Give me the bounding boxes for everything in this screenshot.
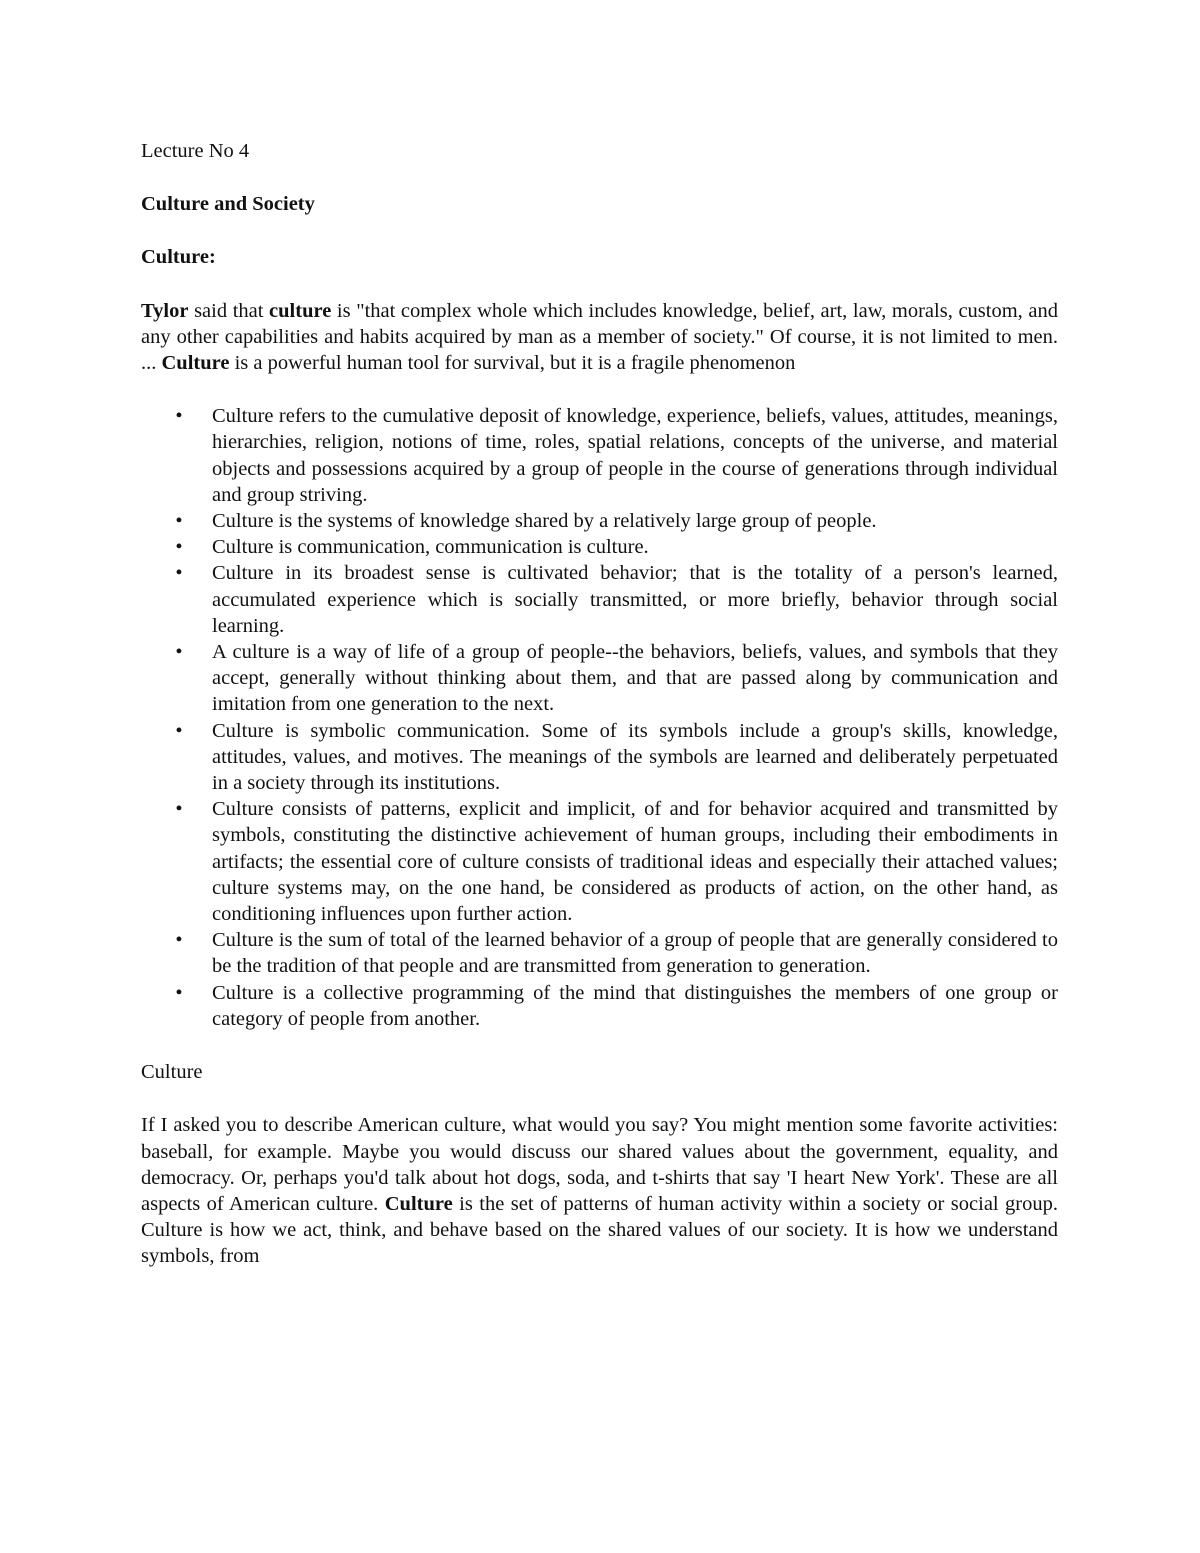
list-item-text: Culture is communication, communication is culture. — [212, 536, 649, 559]
list-item-text: Culture is a collective programming of the mind that distinguishes the members of one group or category of people from another. — [212, 981, 1058, 1030]
list-item — [175, 534, 1058, 560]
intro-text-1: said that — [188, 299, 270, 322]
intro-text-2: is "that complex whole which includes knowledge, belief, art, law, morals, custom, and any other capabilities and habits acquired by man as a member of society." Of course, it is not limited to men. ... — [141, 299, 1058, 375]
intro-term: culture — [269, 299, 332, 322]
bullet-icon: • — [175, 641, 183, 664]
list-item — [175, 508, 1058, 534]
paragraph-text-2: is the set of patterns of human activity within a society or social group. Culture is how we act, think, and behave based on the shared values of our society. It is how we understand symbols, from — [141, 1192, 1058, 1268]
document-title: Culture and Society — [141, 193, 315, 216]
list-item — [175, 403, 1058, 508]
list-item-text: Culture is symbolic communication. Some of its symbols include a group's skills, knowledge, attitudes, values, and motives. The meanings of the symbols are learned and deliberately perpetuated in a society through its institutions. — [212, 719, 1058, 795]
bullet-icon: • — [175, 719, 183, 742]
document-page — [141, 138, 1058, 1270]
intro-term-2: Culture — [161, 352, 230, 375]
lecture-number: Lecture No 4 — [141, 140, 250, 162]
list-item — [175, 796, 1058, 927]
list-item-text: Culture consists of patterns, explicit and implicit, of and for behavior acquired and transmitted by symbols, constituting the distinctive achievement of human groups, including their embodiments in artifacts; the essential core of culture consists of traditional ideas and especially their attached values; culture systems may, on the one hand, be considered as products of action, on the other hand, as conditioning influences upon further action. — [212, 798, 1058, 926]
intro-text-3: is a powerful human tool for survival, but it is a fragile phenomenon — [229, 352, 796, 375]
list-item — [175, 560, 1058, 639]
bullet-icon: • — [175, 798, 183, 821]
list-item — [175, 639, 1058, 718]
list-item-text: Culture in its broadest sense is cultivated behavior; that is the totality of a person's learned, accumulated experience which is socially transmitted, or more briefly, behavior through social learning. — [212, 562, 1058, 637]
intro-paragraph — [141, 298, 1058, 377]
list-item-text: Culture refers to the cumulative deposit of knowledge, experience, beliefs, values, attitudes, meanings, hierarchies, religion, notions of time, roles, spatial relations, concepts of the universe, and material objects and possessions acquired by a group of people in the course of generations through individual and group striving. — [212, 405, 1058, 506]
bullet-icon: • — [175, 929, 183, 952]
paragraph-term: Culture — [384, 1192, 453, 1215]
bullet-icon: • — [175, 536, 183, 559]
bullet-icon: • — [175, 510, 183, 533]
section-heading-culture: Culture: — [141, 246, 216, 269]
list-item-text: A culture is a way of life of a group of people--the behaviors, beliefs, values, and symbols that they accept, generally without thinking about them, and that are passed along by communication and imitation from one generation to the next. — [212, 641, 1058, 716]
bullet-icon: • — [175, 981, 183, 1004]
bullet-icon: • — [175, 405, 183, 428]
list-item-text: Culture is the systems of knowledge shared by a relatively large group of people. — [212, 510, 877, 533]
american-culture-paragraph — [141, 1112, 1058, 1269]
list-item — [175, 980, 1058, 1032]
list-item — [175, 927, 1058, 979]
definitions-list — [141, 403, 1058, 1032]
paragraph-text-1: If I asked you to describe American culture, what would you say? You might mention some favorite activities: baseball, for example. Maybe you would discuss our shared values about the government, equality, and democracy. Or, perhaps you'd talk about hot dogs, soda, and t-shirts that say 'I heart New York'. These are all aspects of American culture. — [141, 1114, 1058, 1215]
subheading-culture: Culture — [141, 1061, 203, 1084]
bullet-icon: • — [175, 562, 183, 585]
intro-name: Tylor — [141, 299, 189, 322]
list-item — [175, 718, 1058, 797]
list-item-text: Culture is the sum of total of the learned behavior of a group of people that are generally considered to be the tradition of that people and are transmitted from generation to generation. — [212, 929, 1058, 978]
